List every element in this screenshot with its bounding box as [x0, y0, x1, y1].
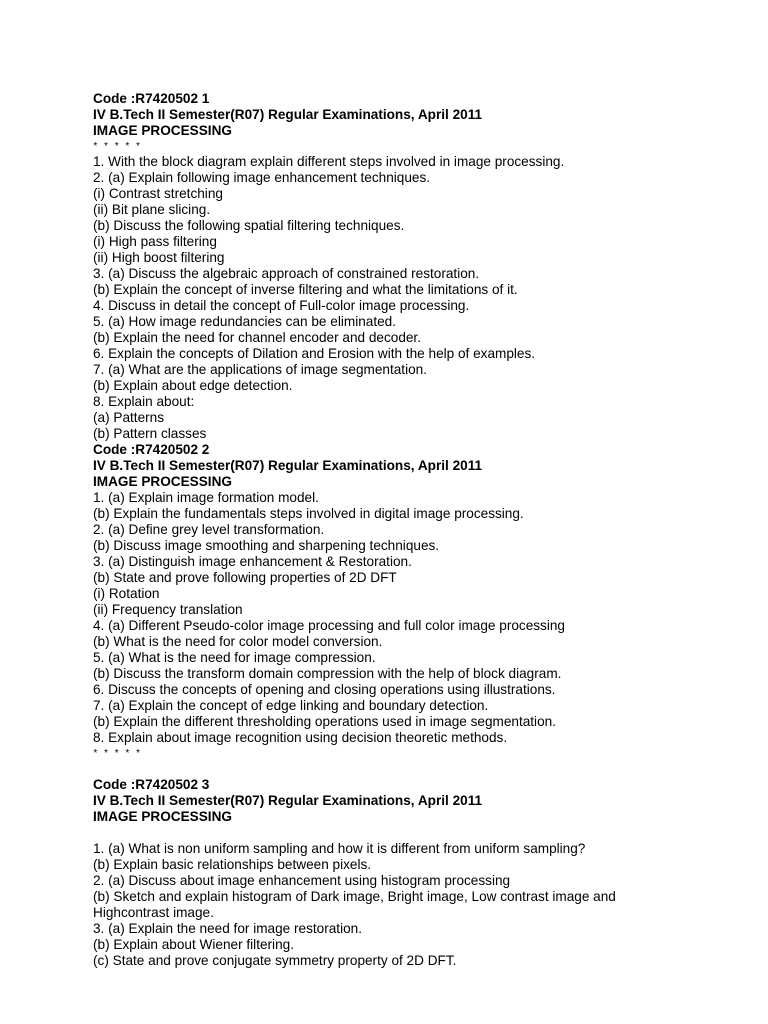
question-line: 3. (a) Distinguish image enhancement & Restoration.	[93, 554, 412, 569]
question-line: (b) Discuss the transform domain compression with the help of block diagram.	[93, 666, 562, 681]
question-line: (b) Explain the fundamentals steps involved in digital image processing.	[93, 506, 524, 521]
question-line: (b) Explain basic relationships between pixels.	[93, 857, 372, 872]
question-line: 7. (a) Explain the concept of edge linking and boundary detection.	[93, 698, 489, 713]
question-line: (i) High pass filtering	[93, 234, 217, 249]
question-line: 5. (a) How image redundancies can be eliminated.	[93, 314, 397, 329]
spacer	[93, 825, 753, 841]
separator-stars: * * * * *	[93, 748, 142, 759]
question-line: 3. (a) Explain the need for image restoration.	[93, 921, 363, 936]
question-line: (a) Patterns	[93, 410, 165, 425]
question-line: 7. (a) What are the applications of image segmentation.	[93, 362, 427, 377]
subject-title: IMAGE PROCESSING	[93, 123, 232, 138]
question-line: 8. Explain about image recognition using decision theoretic methods.	[93, 730, 508, 745]
question-list	[93, 154, 753, 442]
question-line: 2. (a) Discuss about image enhancement using histogram processing	[93, 873, 511, 888]
question-line: 1. (a) What is non uniform sampling and how it is different from uniform sampling?	[93, 841, 586, 856]
subject-title: IMAGE PROCESSING	[93, 474, 232, 489]
question-line: 5. (a) What is the need for image compression.	[93, 650, 376, 665]
subject-title: IMAGE PROCESSING	[93, 809, 232, 824]
paper-1	[93, 91, 753, 442]
question-line: 8. Explain about:	[93, 394, 195, 409]
question-line: 1. (a) Explain image formation model.	[93, 490, 319, 505]
paper-code: Code :R7420502 2	[93, 442, 210, 457]
question-line: (b) Discuss image smoothing and sharpening techniques.	[93, 538, 440, 553]
question-line: 2. (a) Explain following image enhancement techniques.	[93, 170, 431, 185]
question-line: 2. (a) Define grey level transformation.	[93, 522, 325, 537]
exam-document	[93, 91, 753, 969]
paper-code: Code :R7420502 3	[93, 777, 210, 792]
exam-title: IV B.Tech II Semester(R07) Regular Examinations, April 2011	[93, 458, 483, 473]
question-line: (b) Explain the concept of inverse filtering and what the limitations of it.	[93, 282, 518, 297]
question-line: (b) Explain about Wiener filtering.	[93, 937, 294, 952]
question-line: (ii) Bit plane slicing.	[93, 202, 211, 217]
question-line: (c) State and prove conjugate symmetry property of 2D DFT.	[93, 953, 457, 968]
question-line: (b) Sketch and explain histogram of Dark image, Bright image, Low contrast image and Highcontrast image.	[93, 889, 616, 920]
question-line: (ii) Frequency translation	[93, 602, 243, 617]
question-line: (b) Explain the need for channel encoder and decoder.	[93, 330, 421, 345]
question-list	[93, 490, 753, 746]
question-line: (ii) High boost filtering	[93, 250, 225, 265]
paper-3	[93, 777, 753, 969]
question-line: (b) What is the need for color model conversion.	[93, 634, 383, 649]
spacer	[93, 761, 753, 777]
question-line: (i) Rotation	[93, 586, 160, 601]
question-line: (b) Explain about edge detection.	[93, 378, 293, 393]
question-line: 6. Discuss the concepts of opening and closing operations using illustrations.	[93, 682, 556, 697]
question-line: 3. (a) Discuss the algebraic approach of constrained restoration.	[93, 266, 480, 281]
question-line: (b) Explain the different thresholding operations used in image segmentation.	[93, 714, 556, 729]
paper-code: Code :R7420502 1	[93, 91, 210, 106]
question-line: 1. With the block diagram explain different steps involved in image processing.	[93, 154, 565, 169]
question-line: 4. (a) Different Pseudo-color image processing and full color image processing	[93, 618, 565, 633]
question-list	[93, 841, 753, 969]
question-line: 4. Discuss in detail the concept of Full-color image processing.	[93, 298, 470, 313]
exam-title: IV B.Tech II Semester(R07) Regular Examinations, April 2011	[93, 793, 483, 808]
question-line: (b) State and prove following properties of 2D DFT	[93, 570, 397, 585]
separator-stars: * * * * *	[93, 141, 142, 152]
paper-2	[93, 442, 753, 761]
question-line: 6. Explain the concepts of Dilation and Erosion with the help of examples.	[93, 346, 536, 361]
question-line: (b) Pattern classes	[93, 426, 207, 441]
question-line: (i) Contrast stretching	[93, 186, 223, 201]
question-line: (b) Discuss the following spatial filtering techniques.	[93, 218, 405, 233]
exam-title: IV B.Tech II Semester(R07) Regular Examinations, April 2011	[93, 107, 483, 122]
